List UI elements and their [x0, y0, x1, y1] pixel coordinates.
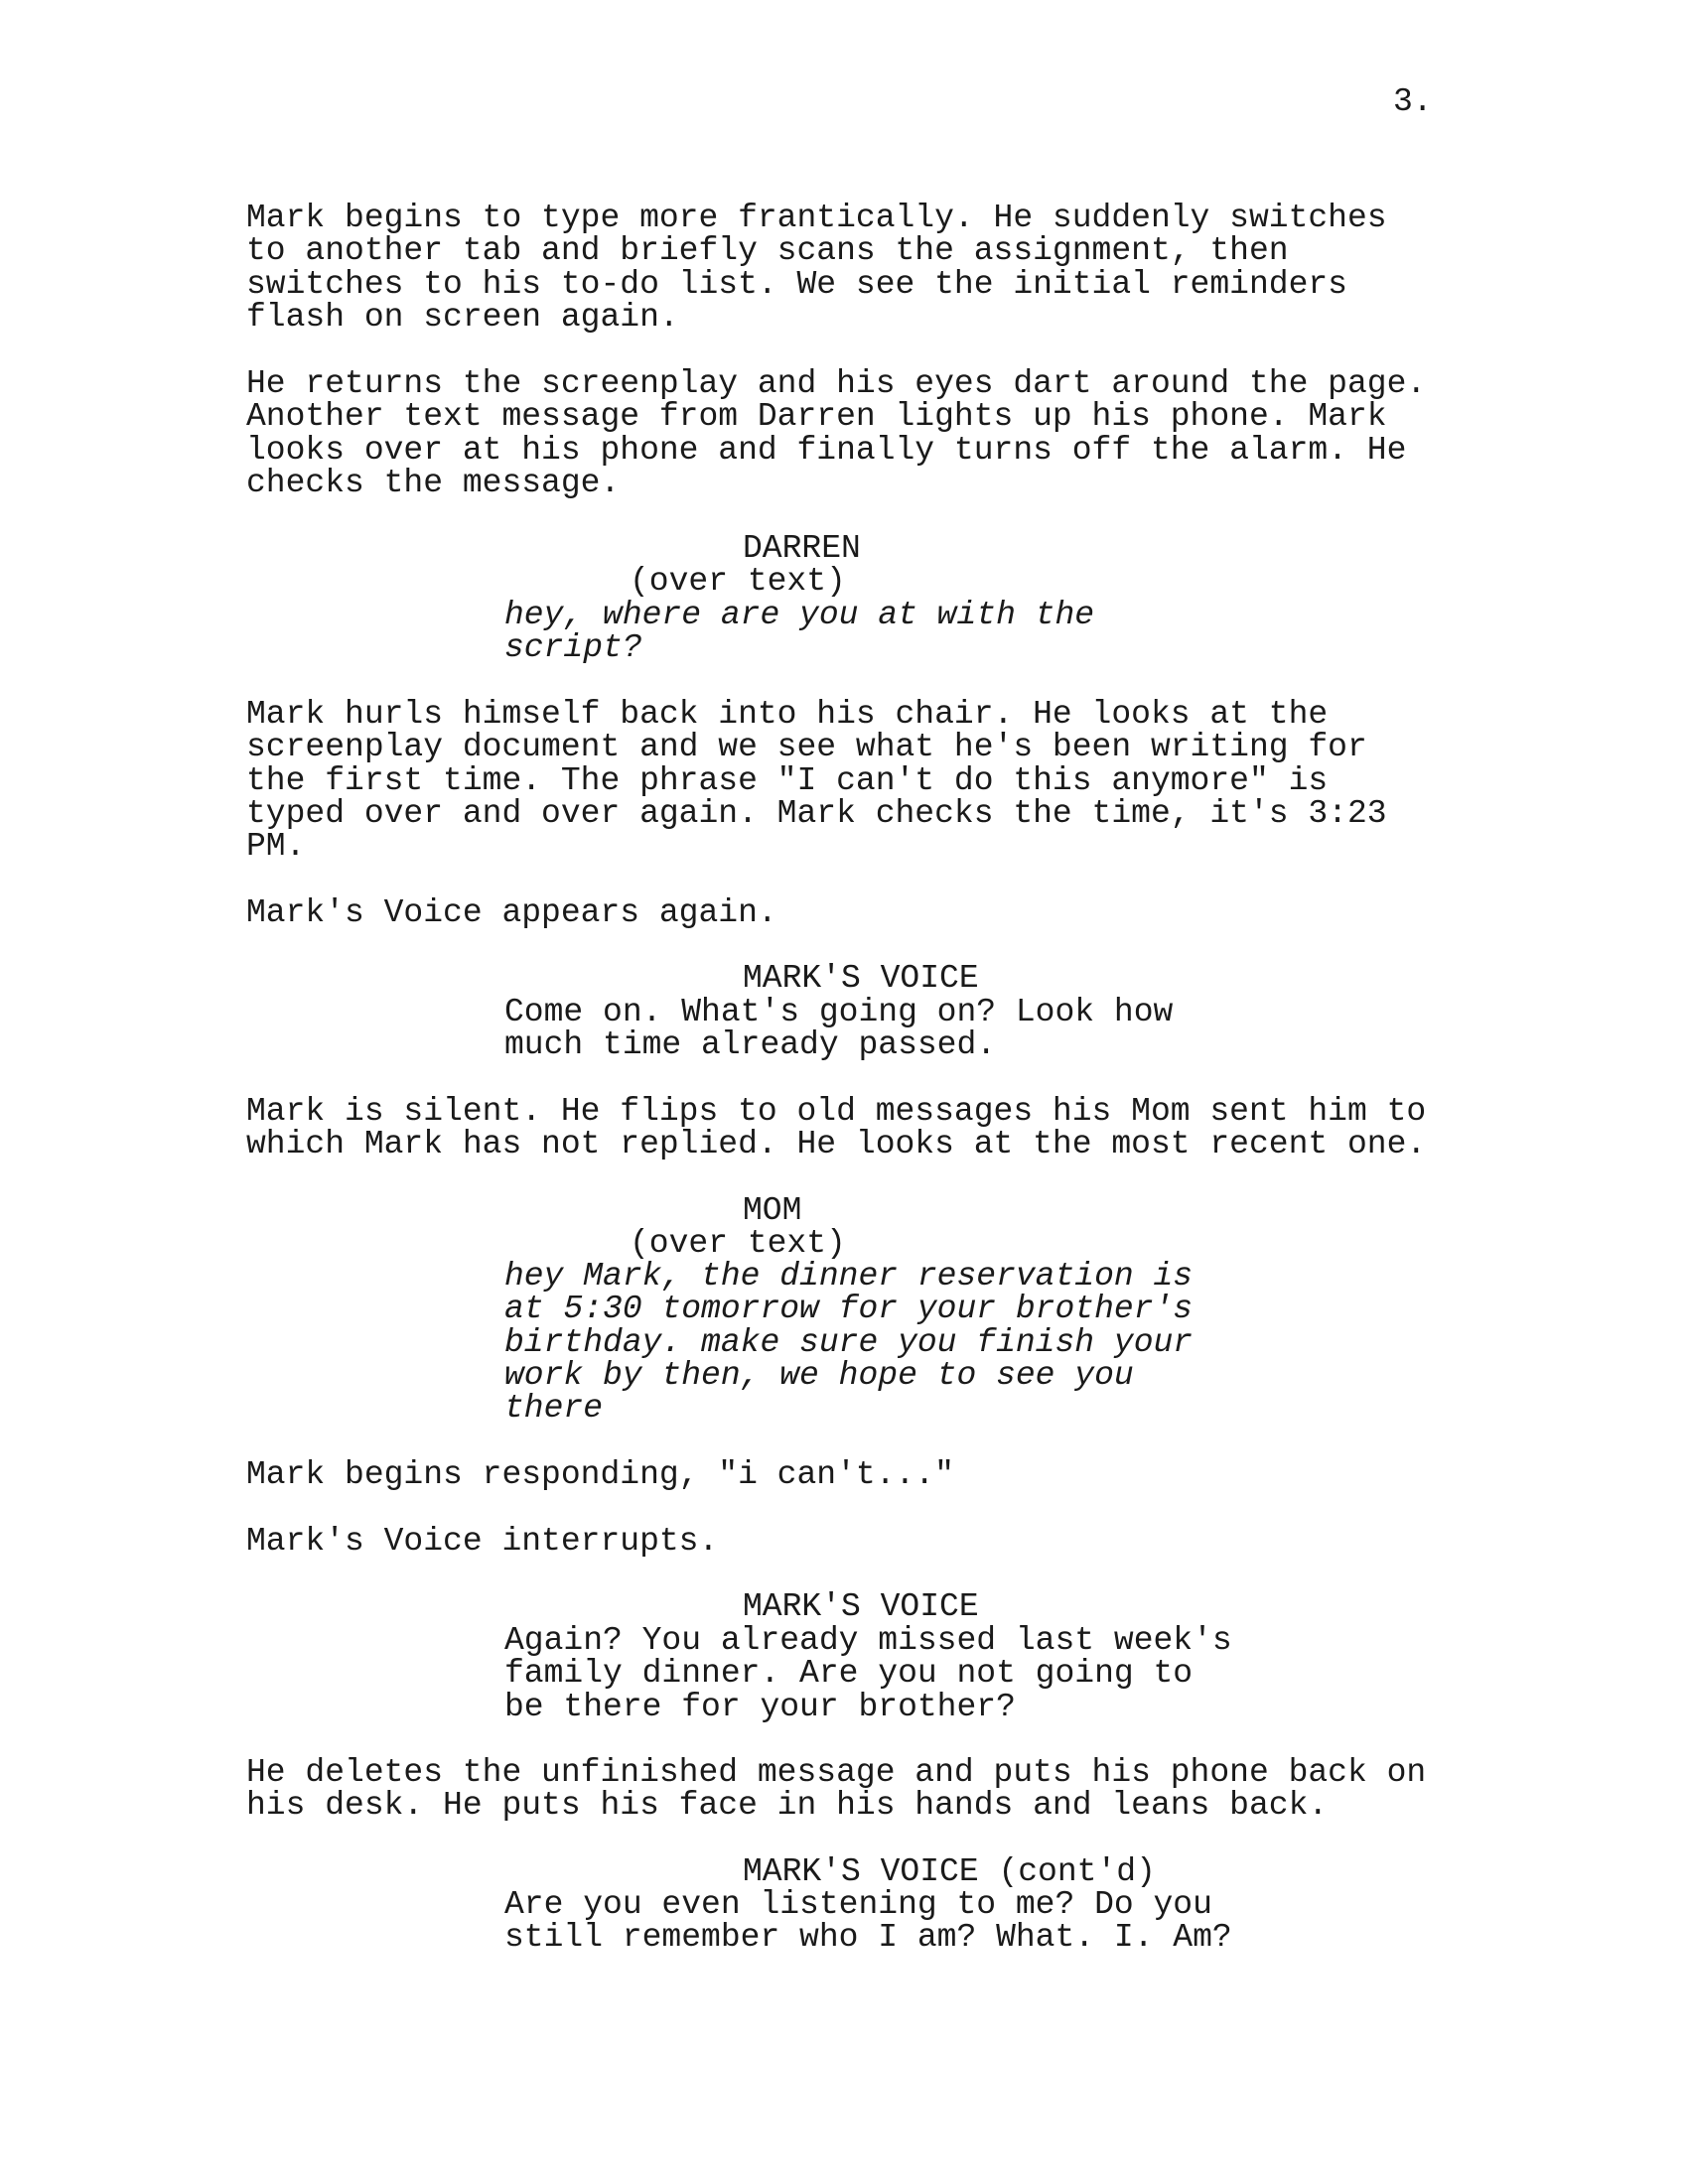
- action-paragraph: He returns the screenplay and his eyes dart around the page. Another text message from Darren lights up his phone. Mark looks over at his phone and finally turns off the alarm. He checks the message.: [246, 365, 1427, 501]
- action-paragraph: He deletes the unfinished message and puts his phone back on his desk. He puts his face in his hands and leans back.: [246, 1754, 1427, 1825]
- action-paragraph: Mark begins responding, "i can't...": [246, 1456, 954, 1493]
- parenthetical: (over text): [630, 1225, 846, 1262]
- dialogue: Are you even listening to me? Do you still remember who I am? What. I. Am?: [504, 1886, 1232, 1957]
- action-paragraph: Mark is silent. He flips to old messages his Mom sent him to which Mark has not replied. He looks at the most recent one.: [246, 1093, 1427, 1163]
- character-cue: MARK'S VOICE: [743, 960, 979, 997]
- character-cue: DARREN: [743, 530, 861, 567]
- character-cue: MARK'S VOICE: [743, 1588, 979, 1625]
- character-cue: MARK'S VOICE (cont'd): [743, 1853, 1156, 1890]
- action-paragraph: Mark's Voice interrupts.: [246, 1523, 719, 1560]
- dialogue: hey, where are you at with the script?: [504, 597, 1095, 667]
- character-cue: MOM: [743, 1192, 802, 1229]
- dialogue: Come on. What's going on? Look how much time already passed.: [504, 994, 1174, 1064]
- page-number: 3.: [1393, 83, 1433, 120]
- dialogue: hey Mark, the dinner reservation is at 5:30 tomorrow for your brother's birthday. make sure you finish your work by then, we hope to see you there: [504, 1258, 1194, 1428]
- dialogue: Again? You already missed last week's family dinner. Are you not going to be there for your brother?: [504, 1622, 1232, 1725]
- action-paragraph: Mark begins to type more frantically. He suddenly switches to another tab and briefly scans the assignment, then switches to his to-do list. We see the initial reminders flash on screen again.: [246, 200, 1387, 336]
- action-paragraph: Mark hurls himself back into his chair. He looks at the screenplay document and we see what he's been writing for the first time. The phrase "I can't do this anymore" is typed over and over again. Mark checks the time, it's 3:23 PM.: [246, 696, 1387, 866]
- parenthetical: (over text): [630, 563, 846, 600]
- action-paragraph: Mark's Voice appears again.: [246, 894, 777, 931]
